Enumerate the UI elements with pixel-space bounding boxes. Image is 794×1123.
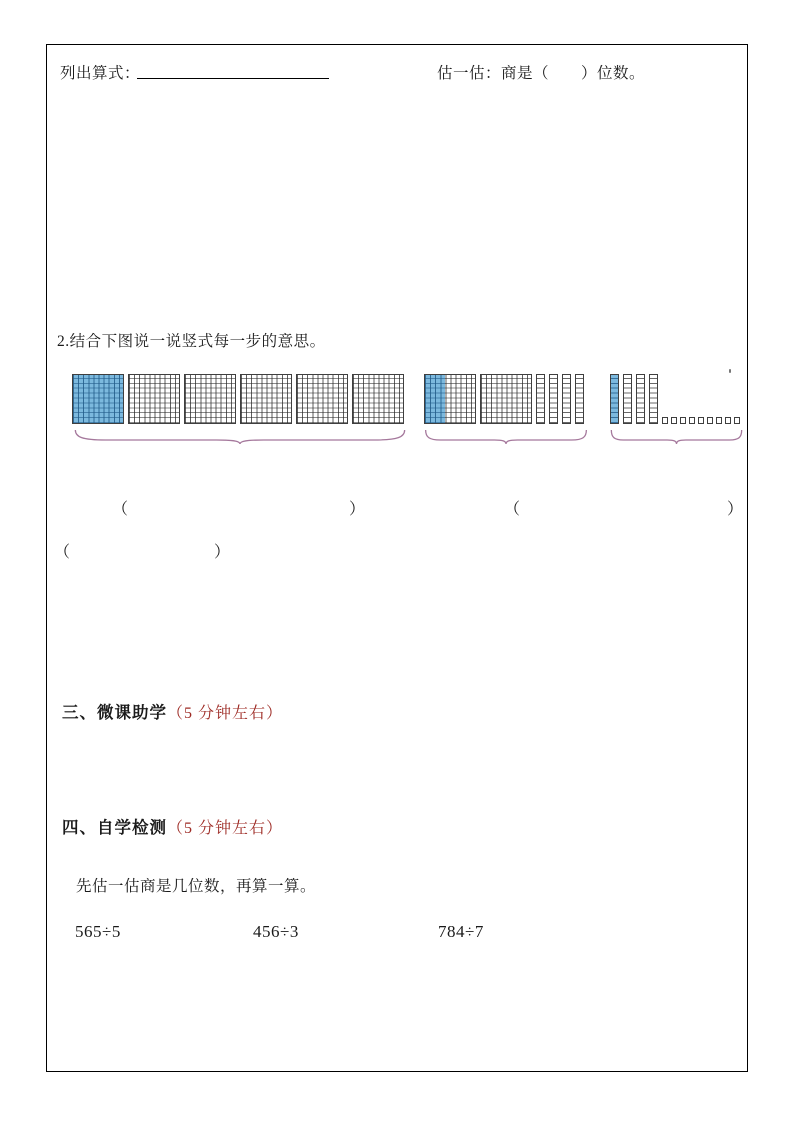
page-border	[46, 44, 748, 1072]
one-block	[716, 417, 722, 424]
hundred-block	[424, 374, 476, 424]
ten-block	[536, 374, 545, 424]
one-block	[707, 417, 713, 424]
hundred-block	[296, 374, 348, 424]
section-3-duration: （5 分钟左右）	[167, 705, 284, 722]
block-group-3	[610, 374, 743, 424]
task-instruction: 先估一估商是几位数，再算一算。	[76, 878, 317, 895]
ten-block	[562, 374, 571, 424]
ten-block	[610, 374, 619, 424]
answer-paren-close: ）	[727, 501, 744, 518]
ten-block	[623, 374, 632, 424]
ten-block	[575, 374, 584, 424]
ten-block	[549, 374, 558, 424]
answer-paren-open: （	[54, 544, 71, 561]
ten-block	[636, 374, 645, 424]
one-block	[680, 417, 686, 424]
division-problem-2: 456÷3	[253, 922, 299, 941]
answer-paren-open: （	[504, 501, 521, 518]
section-4-title: 四、自学检测	[62, 818, 167, 837]
estimate-digits-text: 估一估：商是（ ）位数。	[437, 65, 646, 82]
hundred-block	[128, 374, 180, 424]
section-4-duration: （5 分钟左右）	[167, 820, 284, 837]
answer-paren-close: ）	[214, 544, 231, 561]
one-block	[698, 417, 704, 424]
answer-paren-close: ）	[349, 501, 366, 518]
underbrace-icon	[72, 428, 408, 445]
underbrace-icon	[424, 428, 588, 445]
division-problem-3: 784÷7	[438, 922, 484, 941]
one-block	[689, 417, 695, 424]
section-3-heading	[62, 699, 283, 723]
ten-block	[649, 374, 658, 424]
list-expression-label: 列出算式：	[60, 65, 141, 82]
division-problem-1: 565÷5	[75, 922, 121, 941]
answer-blank-line	[137, 59, 329, 79]
answer-paren-open: （	[112, 501, 129, 518]
hundred-block	[184, 374, 236, 424]
block-group-1	[72, 374, 408, 424]
underbrace-icon	[610, 428, 743, 445]
one-block	[734, 417, 740, 424]
hundred-block	[72, 374, 124, 424]
question-2-text: 2.结合下图说一说竖式每一步的意思。	[57, 333, 326, 350]
one-block	[662, 417, 668, 424]
one-block	[671, 417, 677, 424]
section-3-title: 三、微课助学	[62, 703, 167, 722]
hundred-block	[240, 374, 292, 424]
stray-mark	[729, 369, 731, 373]
hundred-block	[480, 374, 532, 424]
block-group-2	[424, 374, 588, 424]
hundred-block	[352, 374, 404, 424]
one-block	[725, 417, 731, 424]
section-4-heading	[62, 814, 283, 838]
figure	[72, 374, 752, 450]
